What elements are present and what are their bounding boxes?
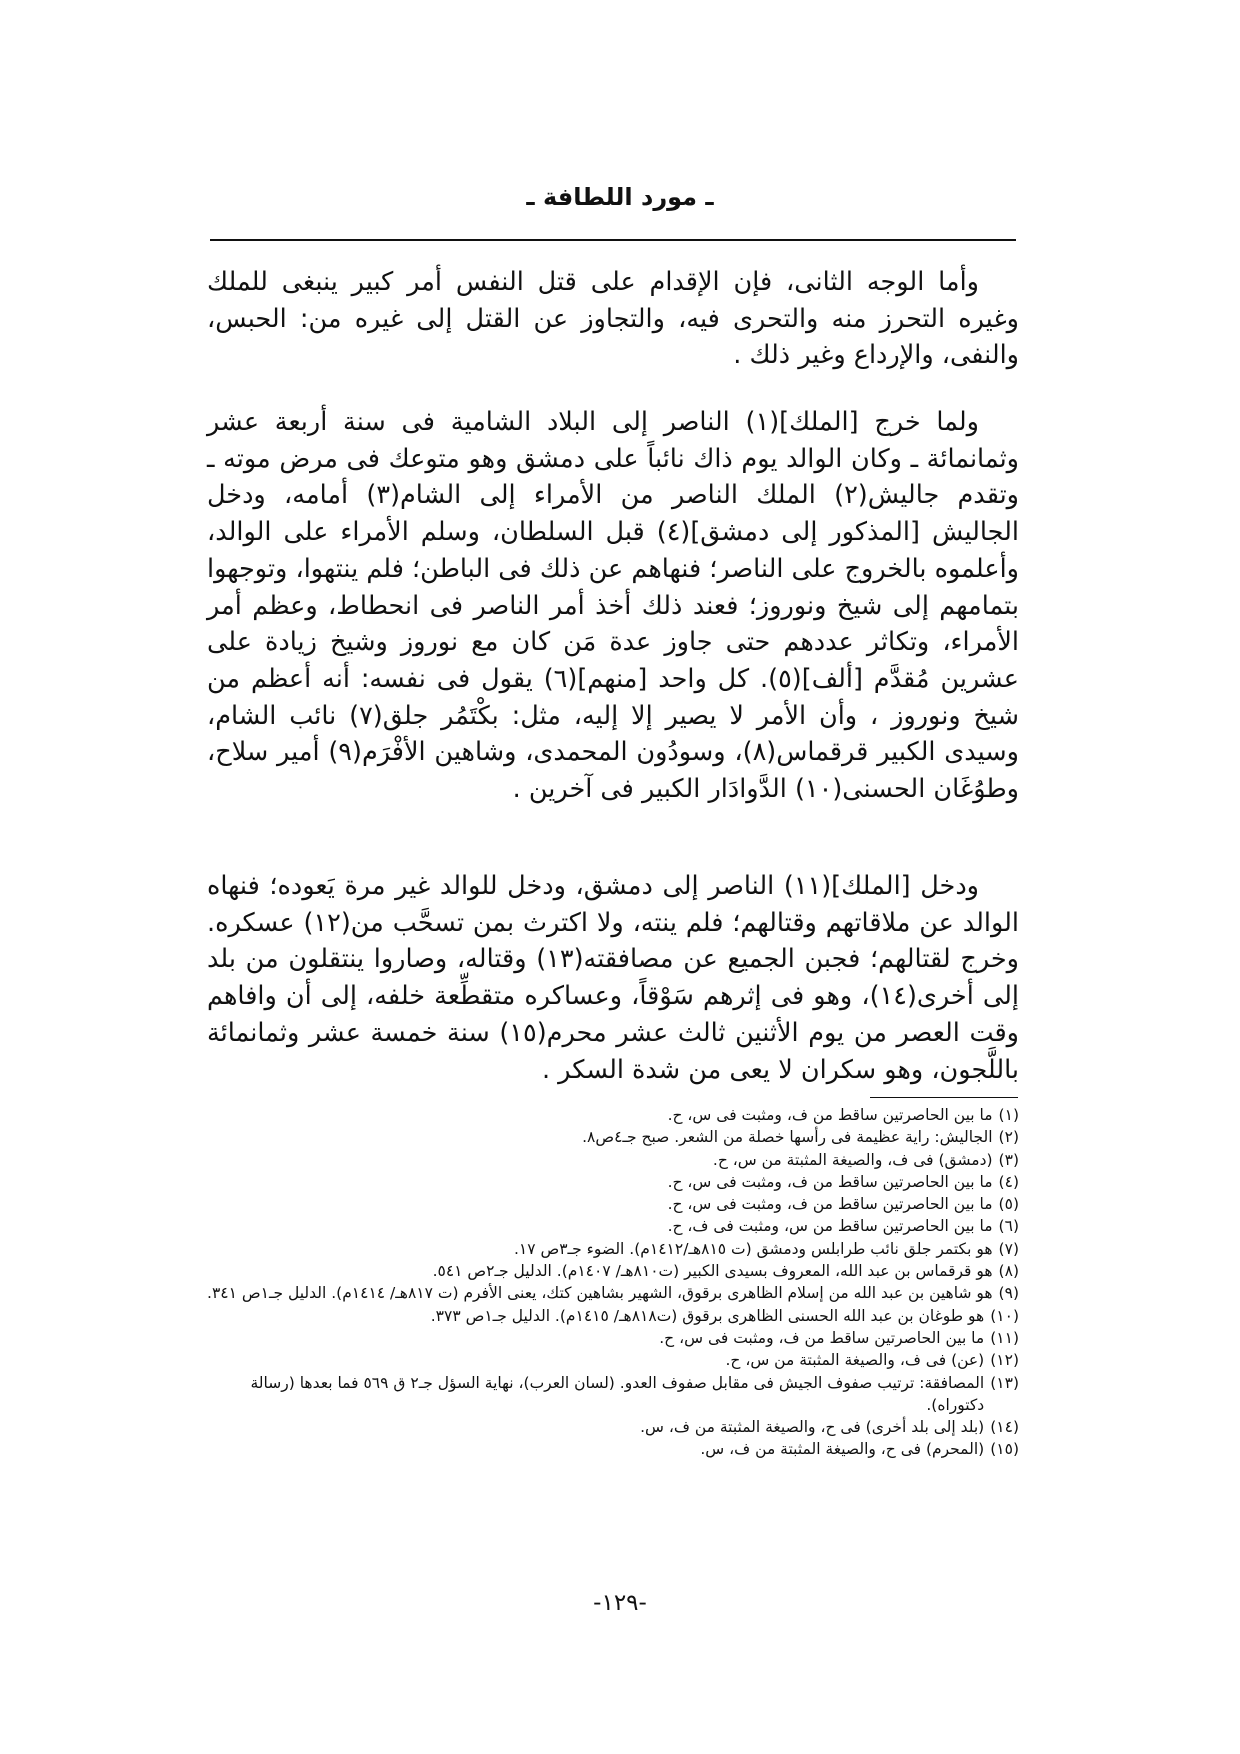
- body-paragraph-2: [207, 404, 1019, 808]
- footnote-text: المصافقة: ترتيب صفوف الجيش فى مقابل صفوف العدو. (لسان العرب)، نهاية السؤل جـ٢ ق ٥٦٩ فما بعدها (رسالة دكتوراه).: [250, 1373, 985, 1414]
- footnote-item: [207, 1438, 1019, 1460]
- footnote-item: [207, 1171, 1019, 1193]
- footnote-text: هو شاهين بن عبد الله من إسلام الظاهرى برقوق، الشهير بشاهين كتك، يعنى الأفرم (ت ٨١٧هـ/ ١٤١٤م). الدليل جـ١ص ٣٤١.: [207, 1284, 993, 1303]
- paragraph-text: ولما خرج [الملك](١) الناصر إلى البلاد الشامية فى سنة أربعة عشر وثمانمائة ـ وكان الوالد يوم ذاك نائباً على دمشق وهو متوعك فى مرض موته ـ وتقدم جاليش(٢) الملك الناصر من الأمراء إلى الشام(٣) أمامه، ودخل الجاليش [المذكور إلى دمشق](٤) قبل السلطان، وسلم الأمراء على الوالد، وأعلموه بالخروج على الناصر؛ فنهاهم عن ذلك فى الباطن؛ فلم ينتهوا، وتوجهوا بتمامهم إلى شيخ ونوروز؛ فعند ذلك أخذ أمر الناصر فى انحطاط، وعظم أمر الأمراء، وتكاثر عددهم حتى جاوز عدة مَن كان مع نوروز وشيخ زيادة على عشرين مُقدَّم [ألف](٥). كل واحد [منهم](٦) يقول فى نفسه: أنه أعظم من شيخ ونوروز ، وأن الأمر لا يصير إلا إليه، مثل: بكْتَمُر جلق(٧) نائب الشام، وسيدى الكبير قرقماس(٨)، وسودُون المحمدى، وشاهين الأفْرَم(٩) أمير سلاح، وطوُغَان الحسنى(١٠) الدَّوادَار الكبير فى آخرين .: [207, 407, 1019, 805]
- footnote-item: [207, 1104, 1019, 1126]
- footnote-number: (١): [998, 1106, 1019, 1124]
- paragraph-text: وأما الوجه الثانى، فإن الإقدام على قتل النفس أمر كبير ينبغى للملك وغيره التحرز منه والتحرى فيه، والتجاوز عن القتل إلى غيره من: الحبس، والنفى، والإرداع وغير ذلك .: [207, 267, 1019, 371]
- footnote-text: هو قرقماس بن عبد الله، المعروف بسيدى الكبير (ت٨١٠هـ/ ١٤٠٧م). الدليل جـ٢ص ٥٤١.: [432, 1262, 993, 1281]
- footnote-divider: [870, 1097, 1018, 1098]
- footnote-number: (٩): [998, 1284, 1019, 1303]
- footnote-text: الجاليش: راية عظيمة فى رأسها خصلة من الشعر. صبح جـ٤ص٨.: [582, 1128, 993, 1147]
- footnote-number: (١١): [990, 1328, 1019, 1347]
- footnote-text: (بلد إلى بلد أخرى) فى ح، والصيغة المثبتة من ف، س.: [640, 1418, 985, 1437]
- footnote-number: (٤): [998, 1172, 1019, 1191]
- running-header-title: ـ مورد اللطافة ـ: [526, 183, 714, 211]
- footnote-item: [207, 1327, 1019, 1349]
- footnote-item: [207, 1260, 1019, 1282]
- footnote-number: (١٥): [990, 1440, 1019, 1459]
- footnote-text: (عن) فى ف، والصيغة المثبتة من س، ح.: [725, 1351, 985, 1370]
- header-divider: [210, 239, 1016, 241]
- paragraph-text: ودخل [الملك](١١) الناصر إلى دمشق، ودخل للوالد غير مرة يَعوده؛ فنهاه الوالد عن ملاقاتهم وقتالهم؛ فلم ينته، ولا اكترث بمن تسحَّب من(١٢) عسكره. وخرج لقتالهم؛ فجبن الجميع عن مصافقته(١٣) وقتاله، وصاروا ينتقلون من بلد إلى أخرى(١٤)، وهو فى إثرهم سَوْقاً، وعساكره متقطِّعة خلفه، إلى أن وافاهم وقت العصر من يوم الأثنين ثالث عشر محرم(١٥) سنة خمسة عشر وثمانمائة باللَّجون، وهو سكران لا يعى من شدة السكر .: [207, 871, 1020, 1085]
- body-paragraph-1: [207, 264, 1019, 374]
- footnote-item: [207, 1126, 1019, 1148]
- footnote-text: (المحرم) فى ح، والصيغة المثبتة من ف، س.: [700, 1440, 985, 1459]
- footnote-number: (١٤): [990, 1418, 1019, 1437]
- footnote-item: [207, 1193, 1019, 1215]
- footnote-text: ما بين الحاصرتين ساقط من ف، ومثبت فى س، ح.: [667, 1195, 993, 1214]
- footnote-item: [207, 1282, 1019, 1304]
- footnote-item: [207, 1149, 1019, 1171]
- footnote-item: [207, 1372, 1019, 1417]
- footnote-number: (١٣): [990, 1373, 1019, 1392]
- footnote-item: [207, 1215, 1019, 1237]
- footnote-number: (٢): [998, 1128, 1019, 1147]
- footnote-text: هو بكتمر جلق نائب طرابلس ودمشق (ت ٨١٥هـ/١٤١٢م). الضوء جـ٣ص ١٧.: [513, 1239, 993, 1258]
- footnote-number: (٦): [998, 1217, 1019, 1236]
- footnote-number: (١٠): [990, 1306, 1019, 1325]
- footnote-text: هو طوغان بن عبد الله الحسنى الظاهرى برقوق (ت٨١٨هـ/ ١٤١٥م). الدليل جـ١ص ٣٧٣.: [430, 1306, 985, 1325]
- footnote-number: (٧): [998, 1239, 1019, 1258]
- footnote-item: [207, 1416, 1019, 1438]
- footnote-item: [207, 1349, 1019, 1371]
- footnote-number: (٨): [998, 1262, 1019, 1281]
- page-number: -١٢٩-: [593, 1590, 647, 1616]
- footnote-text: ما بين الحاصرتين ساقط من ف، ومثبت فى س، ح.: [667, 1106, 993, 1124]
- footnotes-list: [207, 1104, 1019, 1461]
- footnote-text: ما بين الحاصرتين ساقط من ف، ومثبت فى س، ح.: [659, 1328, 985, 1347]
- footnote-text: ما بين الحاصرتين ساقط من ف، ومثبت فى س، ح.: [667, 1172, 993, 1191]
- body-paragraph-3: [207, 868, 1019, 1088]
- footnote-text: (دمشق) فى ف، والصيغة المثبتة من س، ح.: [712, 1150, 993, 1169]
- footnote-number: (٥): [998, 1195, 1019, 1214]
- footnote-number: (٣): [998, 1150, 1019, 1169]
- footnote-number: (١٢): [990, 1351, 1019, 1370]
- footnote-text: ما بين الحاصرتين ساقط من س، ومثبت فى ف، ح.: [667, 1217, 993, 1236]
- footnote-item: [207, 1305, 1019, 1327]
- footnote-item: [207, 1238, 1019, 1260]
